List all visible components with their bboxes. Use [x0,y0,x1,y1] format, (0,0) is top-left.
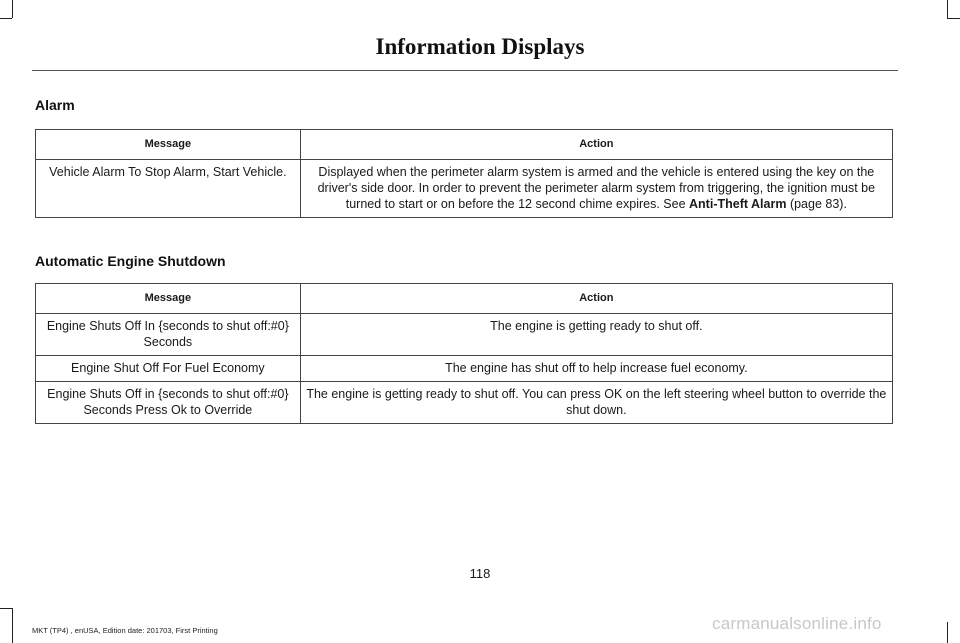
message-cell: Engine Shuts Off in {seconds to shut off:#0} Seconds Press Ok to Override [36,382,301,424]
column-header-action: Action [300,284,892,314]
alarm-table [35,129,893,218]
column-header-action: Action [300,130,892,160]
crop-mark-bottom-left-h [0,608,12,609]
section-heading-alarm: Alarm [35,97,75,113]
table-row [36,356,893,382]
table-row [36,382,893,424]
message-cell: Engine Shut Off For Fuel Economy [36,356,301,382]
message-cell: Vehicle Alarm To Stop Alarm, Start Vehicle. [36,160,301,218]
section-heading-automatic-engine-shutdown: Automatic Engine Shutdown [35,253,226,269]
table-row [36,314,893,356]
page-header-title: Information Displays [375,34,585,59]
header-rule [32,70,898,71]
crop-mark-bottom-left-v [12,608,13,643]
crop-mark-top-right-h [947,18,960,19]
column-header-message: Message [36,130,301,160]
action-cell: The engine has shut off to help increase fuel economy. [300,356,892,382]
table-row [36,160,893,218]
action-cell: The engine is getting ready to shut off. You can press OK on the left steering wheel button to override the shut down. [300,382,892,424]
action-cell: The engine is getting ready to shut off. [300,314,892,356]
page-reference: (page 83). [786,197,847,211]
message-cell: Engine Shuts Off In {seconds to shut off:#0} Seconds [36,314,301,356]
edition-footer: MKT (TP4) , enUSA, Edition date: 201703, First Printing [32,626,218,635]
table-header-row [36,284,893,314]
action-text: Displayed when the perimeter alarm system is armed and the vehicle is entered using the key on the driver's side door. In order to prevent the perimeter alarm system from triggering, the ignition must be turned to start or on before the 12 second chime expires. See [317,165,876,211]
column-header-message: Message [36,284,301,314]
crop-mark-top-right-v [947,0,948,18]
crop-mark-top-left-h [0,18,12,19]
shutdown-table [35,283,893,424]
page-number: 118 [469,566,491,581]
crop-mark-bottom-right-v [947,622,948,643]
anti-theft-alarm-link[interactable]: Anti-Theft Alarm [689,197,787,211]
crop-mark-top-left-v [12,0,13,18]
action-cell [300,160,892,218]
table-header-row [36,130,893,160]
watermark: carmanualsonline.info [712,614,882,633]
